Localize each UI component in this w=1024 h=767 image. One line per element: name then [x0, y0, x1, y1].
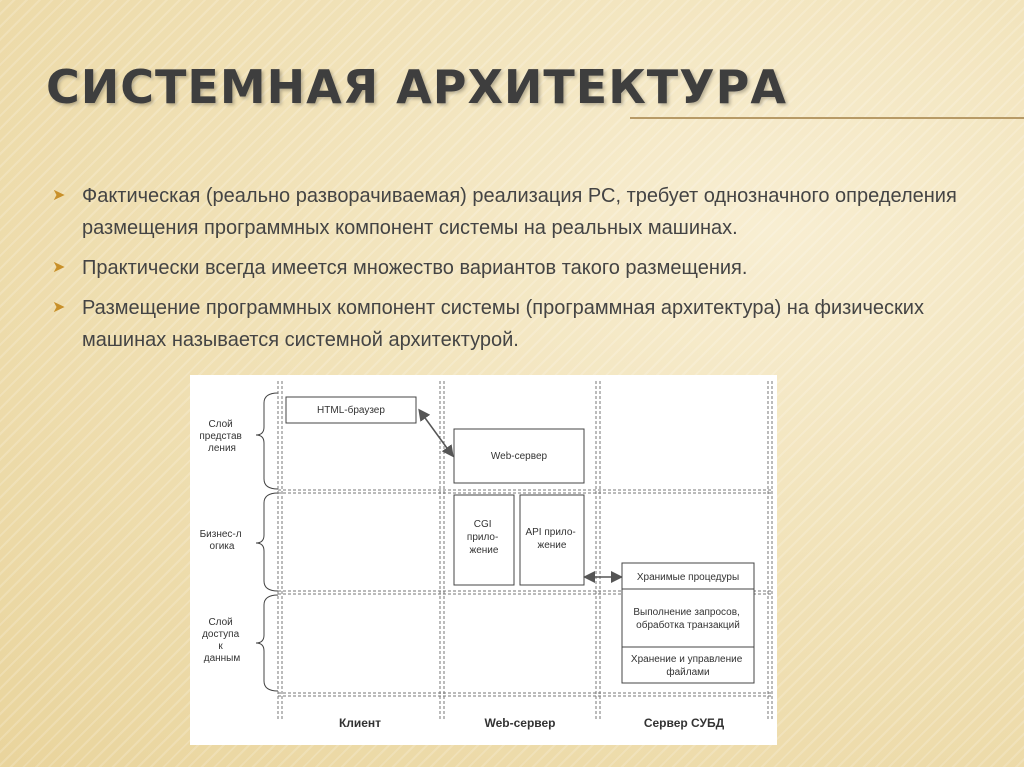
cgi-app-label: CGI прило- жение [466, 519, 499, 556]
arrow-right-icon: ➤ [52, 299, 66, 316]
bullet-item [52, 180, 982, 244]
column-label-dbms-server: Сервер СУБД [643, 716, 725, 730]
file-storage-label: Хранение и управление файлами [630, 654, 743, 678]
layer-label-data-access: Слой доступа к данным [202, 617, 241, 664]
web-server-label: Web-сервер [490, 451, 548, 462]
stored-procedures-label: Хранимые процедуры [636, 572, 740, 583]
bullet-text: Размещение программных компонент системы (программная архитектура) на физических машинах называется системной архитектурой. [82, 297, 924, 351]
system-architecture-diagram [190, 375, 777, 745]
layer-brace [256, 493, 278, 591]
layer-brace [256, 393, 278, 489]
bullet-item [52, 252, 982, 284]
bullet-text: Практически всегда имеется множество вариантов такого размещения. [82, 257, 748, 279]
title-underline [630, 117, 1024, 119]
bullet-item [52, 292, 982, 356]
layer-label-business: Бизнес-л огика [199, 529, 242, 552]
arrow-right-icon: ➤ [52, 259, 66, 276]
layer-brace [256, 595, 278, 691]
api-app-label: API прило- жение [525, 527, 576, 551]
slide-title: СИСТЕМНАЯ АРХИТЕКТУРА [46, 60, 787, 114]
browser-web-arrow [420, 411, 452, 455]
browser-label: HTML-браузер [317, 405, 385, 416]
bullet-list [52, 180, 982, 364]
query-execution-label: Выполнение запросов, обработка транзакций [633, 607, 740, 631]
arrow-right-icon: ➤ [52, 187, 66, 204]
column-label-web-server: Web-сервер [484, 716, 556, 730]
column-label-client: Клиент [338, 716, 382, 730]
layer-label-presentation: Слой представ ления [199, 419, 242, 454]
bullet-text: Фактическая (реально разворачиваемая) реализация РС, требует однозначного определения размещения программных компонент системы на реальных машинах. [82, 185, 957, 239]
